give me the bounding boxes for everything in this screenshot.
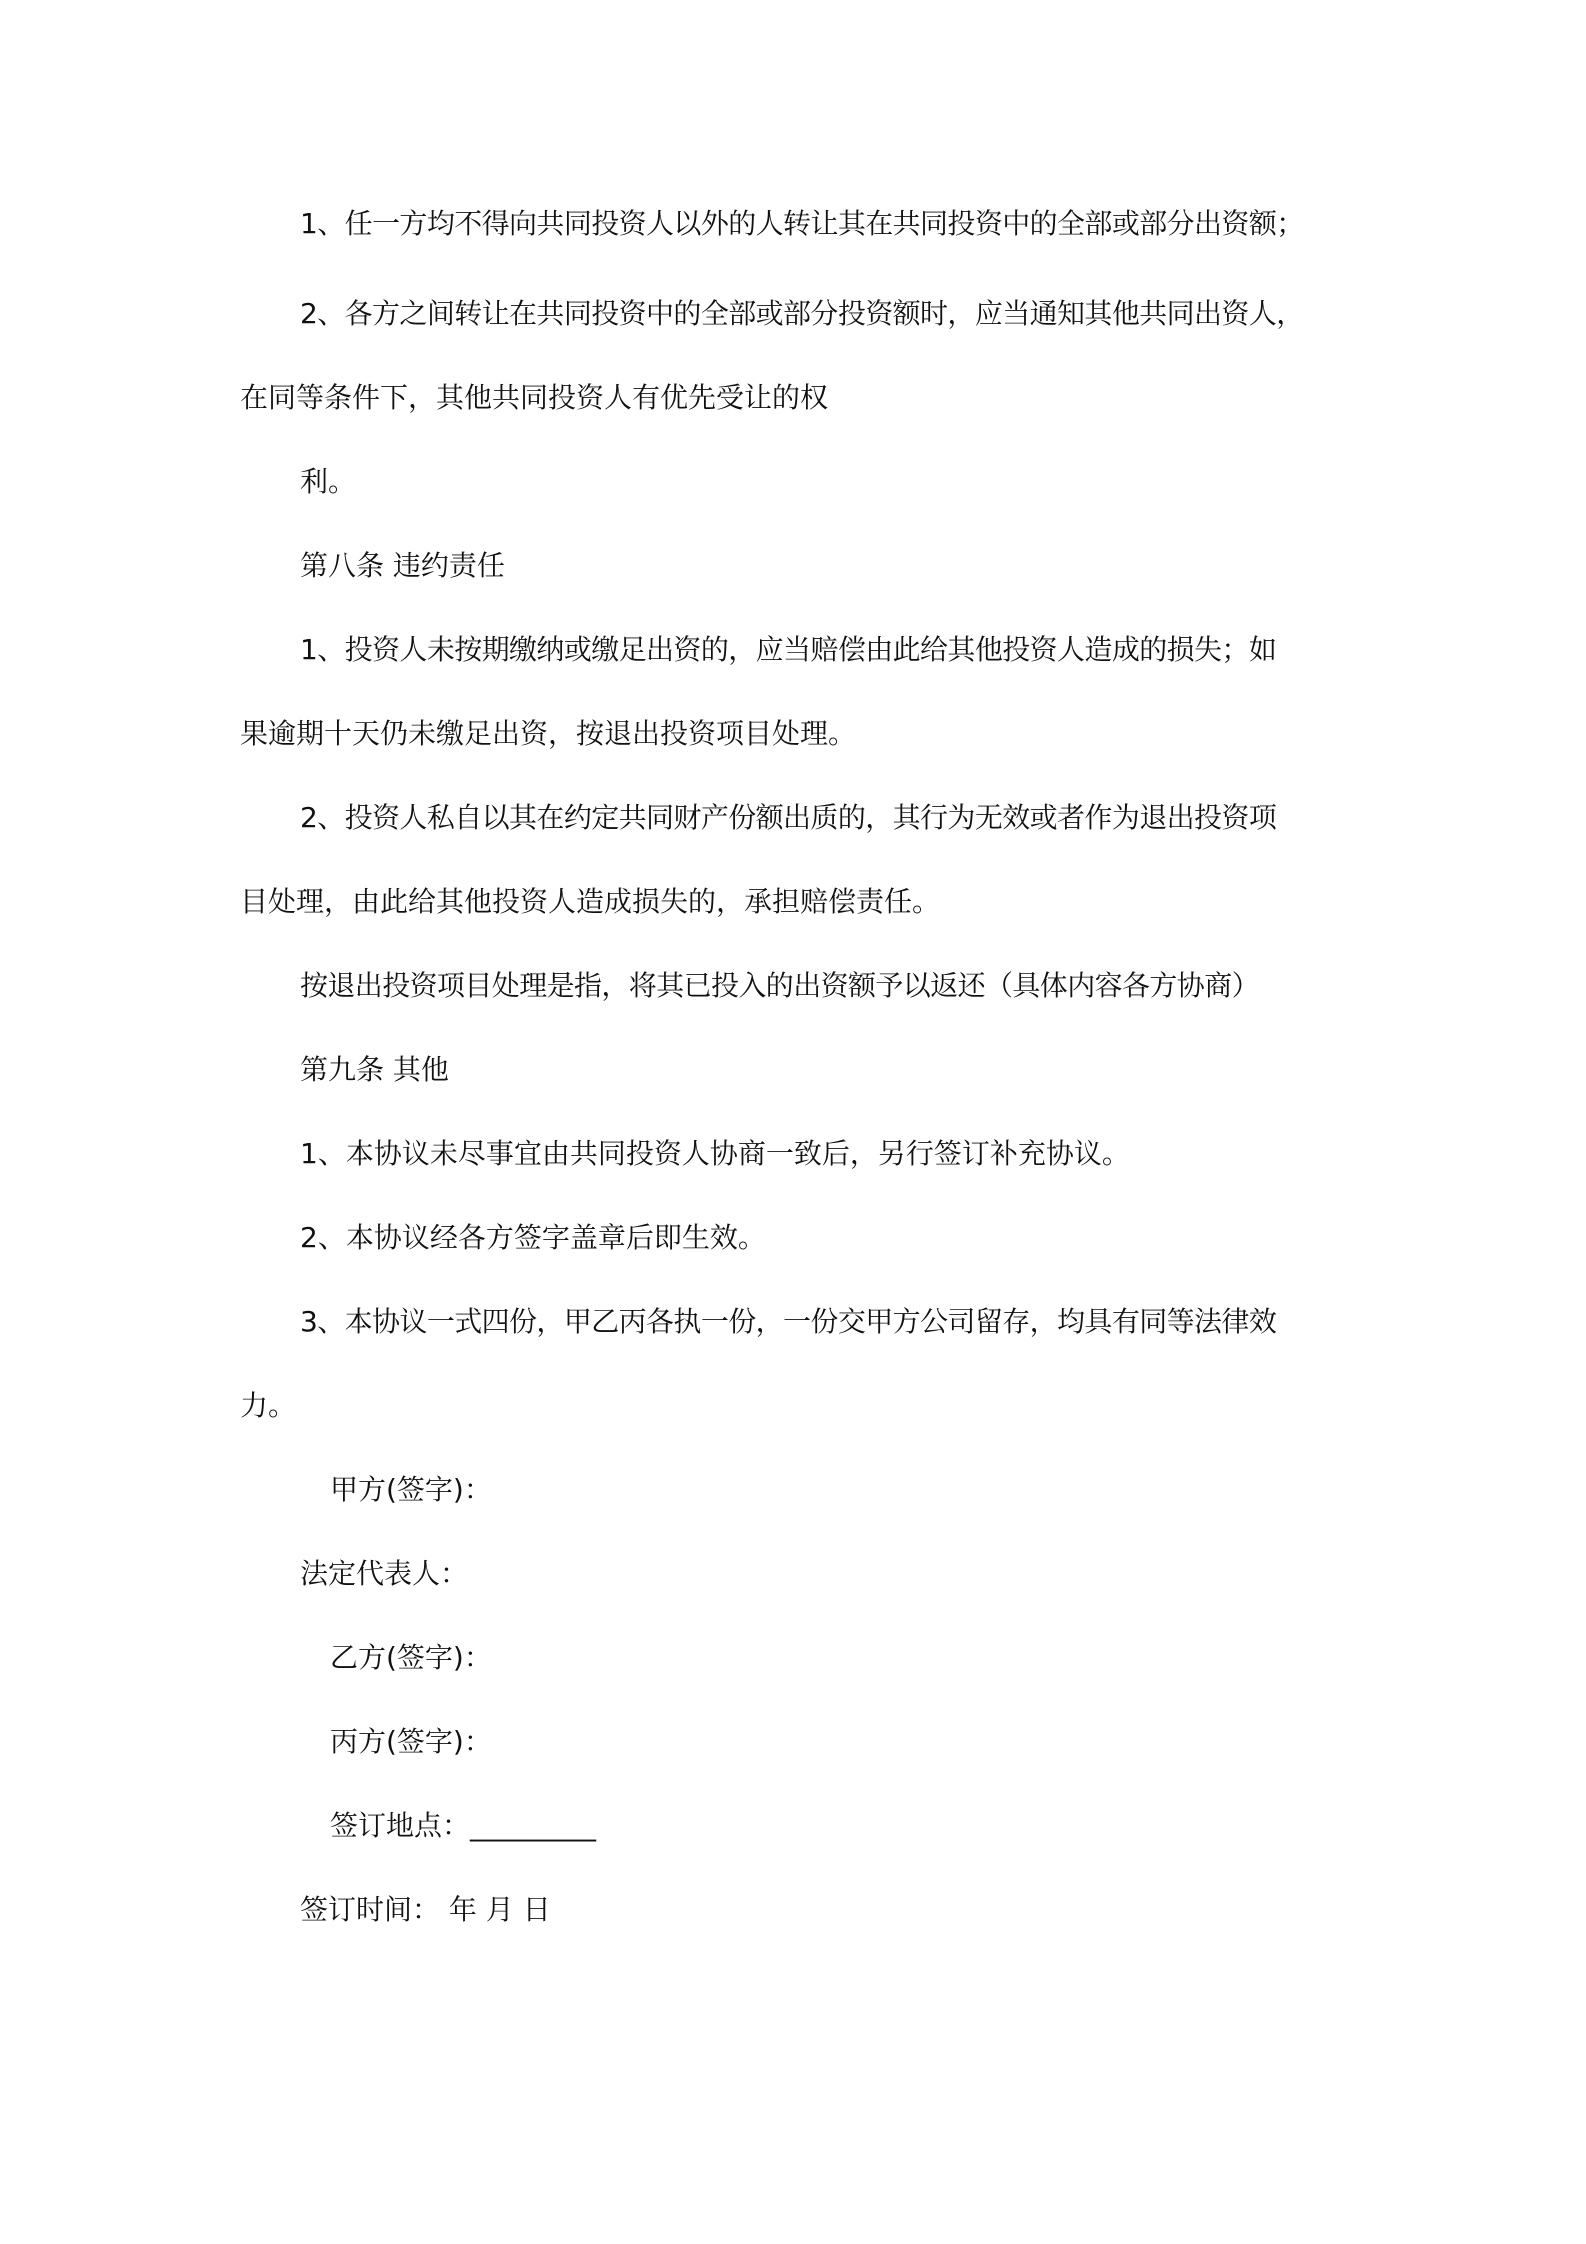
party-b-signature-label: 乙方(签字)： — [330, 1641, 492, 1674]
legal-representative-label: 法定代表人： — [300, 1557, 469, 1590]
clause-9-item-2: 2、本协议经各方签字盖章后即生效。 — [300, 1221, 766, 1254]
signing-date-line: 签订时间： 年 月 日 — [300, 1893, 551, 1926]
article-8-heading: 第八条 违约责任 — [300, 549, 505, 582]
clause-7-item-2-line-2: 在同等条件下，其他共同投资人有优先受让的权 — [240, 381, 829, 414]
clause-8-item-2-line-2: 目处理，由此给其他投资人造成损失的，承担赔偿责任。 — [240, 885, 941, 918]
party-a-signature-label: 甲方(签字)： — [330, 1473, 492, 1506]
signing-location-line: 签订地点：_________ — [330, 1809, 597, 1842]
clause-8-item-1-line-2: 果逾期十天仍未缴足出资，按退出投资项目处理。 — [240, 717, 857, 750]
clause-8-item-2-line-1: 2、投资人私自以其在约定共同财产份额出质的，其行为无效或者作为退出投资项 — [300, 801, 1277, 834]
clause-9-item-3-line-2: 力。 — [240, 1389, 297, 1422]
clause-9-item-3-line-1: 3、本协议一式四份，甲乙丙各执一份，一份交甲方公司留存，均具有同等法律效 — [300, 1305, 1277, 1338]
party-c-signature-label: 丙方(签字)： — [330, 1725, 492, 1758]
clause-7-item-1: 1、任一方均不得向共同投资人以外的人转让其在共同投资中的全部或部分出资额； — [300, 207, 1304, 240]
article-9-heading: 第九条 其他 — [300, 1053, 449, 1086]
clause-8-item-1-line-1: 1、投资人未按期缴纳或缴足出资的，应当赔偿由此给其他投资人造成的损失；如 — [300, 633, 1277, 666]
clause-7-item-2-line-1: 2、各方之间转让在共同投资中的全部或部分投资额时，应当通知其他共同出资人， — [300, 297, 1304, 330]
clause-9-item-1: 1、本协议未尽事宜由共同投资人协商一致后，另行签订补充协议。 — [300, 1137, 1130, 1170]
clause-8-note: 按退出投资项目处理是指，将其已投入的出资额予以返还（具体内容各方协商） — [300, 969, 1260, 1002]
clause-7-item-2-line-3: 利。 — [300, 465, 357, 498]
